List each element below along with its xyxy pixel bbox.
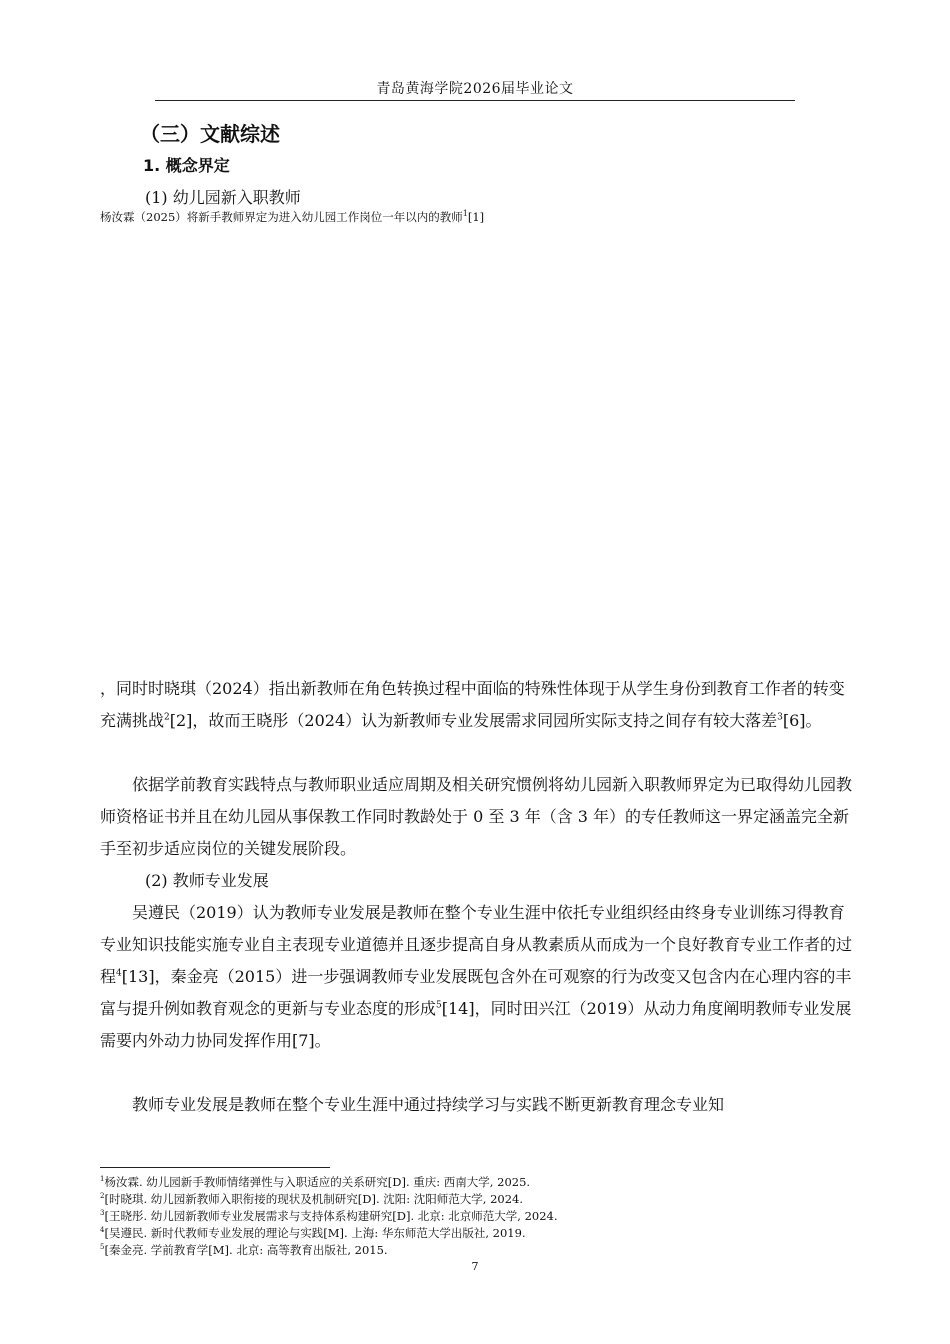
section-heading: （三）文献综述: [140, 122, 280, 146]
footnote-marker: 3: [777, 712, 783, 723]
footnote: $^1$杨汝霖. 幼儿园新手教师情绪弹性与入职适应的关系研究[D]. 重庆: 西南大学, 2025.: [100, 1175, 531, 1189]
footnote-marker: 4: [116, 968, 122, 979]
page-header-title: 青岛黄海学院2026届毕业论文: [376, 81, 574, 97]
reference-note: 杨汝霖（2025）将新手教师界定为进入幼儿园工作岗位一年以内的教师$^1$[1]: [100, 209, 485, 224]
paragraph-1: ，同时时晓琪（2024）指出新教师在角色转换过程中面临的特殊性体现于从学生身份到教育工作者的转变充满挑战$^2$[2]，故而王晓彤（2024）认为新教师专业发展需求同园所实际支持之间存有较大落差$^3$[6]。: [100, 679, 845, 730]
page-number: 7: [471, 1260, 479, 1273]
header-divider: [155, 100, 795, 101]
footnote: $^4$[吴遵民. 新时代教师专业发展的理论与实践[M]. 上海: 华东师范大学出版社, 2019.: [100, 1226, 526, 1240]
paragraph-2: 依据学前教育实践特点与教师职业适应周期及相关研究惯例将幼儿园新入职教师界定为已取得幼儿园教师资格证书并且在幼儿园从事保教工作同时教龄处于 0 至 3 年（含 3 年）的专任教师这一界定涵盖完全新手至初步适应岗位的关键发展阶段。: [100, 775, 853, 858]
footnote-divider: [100, 1167, 330, 1168]
item-heading-1: (1) 幼儿园新入职教师: [145, 188, 301, 207]
footnote-marker: 5: [436, 1000, 442, 1011]
paragraph-4: 教师专业发展是教师在整个专业生涯中通过持续学习与实践不断更新教育理念专业知: [132, 1095, 725, 1114]
footnote: $^5$[秦金亮. 学前教育学[M]. 北京: 高等教育出版社, 2015.: [100, 1243, 388, 1257]
item-heading-2: (2) 教师专业发展: [145, 871, 269, 890]
footnote-marker: 1: [462, 209, 468, 219]
footnote-marker: 2: [164, 712, 170, 723]
footnotes: [100, 1174, 860, 1259]
paragraph-3: 吴遵民（2019）认为教师专业发展是教师在整个专业生涯中依托专业组织经由终身专业训练习得教育专业知识技能实施专业自主表现专业道德并且逐步提高自身从教素质从而成为一个良好教育专业工作者的过程$^4$[13]，秦金亮（2015）进一步强调教师专业发展既包含外在可观察的行为改变又包含内在心理内容的丰富与提升例如教育观念的更新与专业态度的形成$^5$[14]，同时田兴江（2019）从动力角度阐明教师专业发展需要内外动力协同发挥作用[7]。: [100, 903, 853, 1050]
footnote: $^3$[王晓彤. 幼儿园新教师专业发展需求与支持体系构建研究[D]. 北京: 北京师范大学, 2024.: [100, 1209, 558, 1223]
subsection-heading: 1. 概念界定: [143, 156, 230, 175]
footnote: $^2$[时晓琪. 幼儿园新教师入职衔接的现状及机制研究[D]. 沈阳: 沈阳师范大学, 2024.: [100, 1192, 524, 1206]
